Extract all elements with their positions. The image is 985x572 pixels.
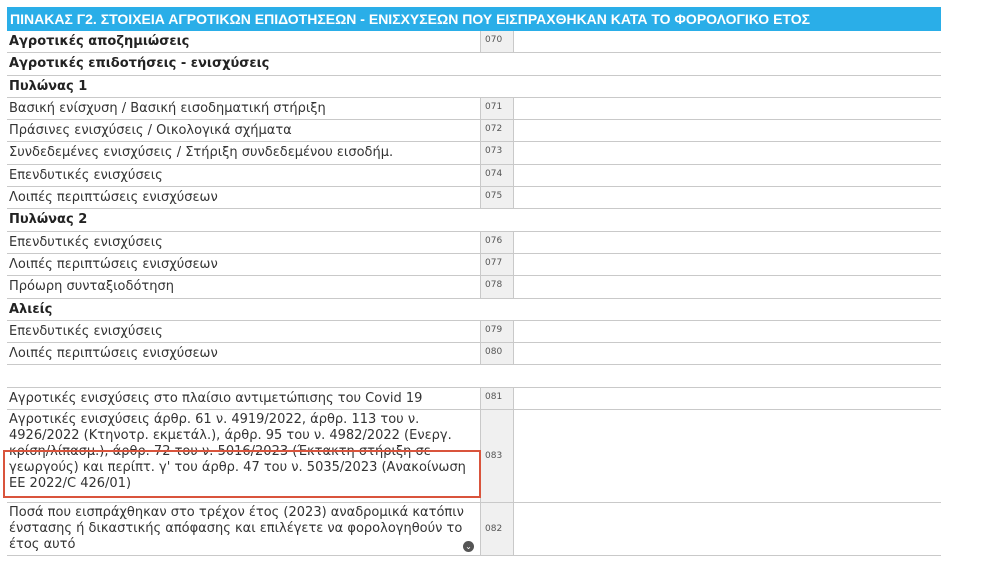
row-078 — [7, 276, 941, 298]
row-080 — [7, 343, 941, 365]
value-input-079[interactable] — [514, 321, 941, 342]
value-input-076[interactable] — [514, 232, 941, 253]
value-input-075[interactable] — [514, 187, 941, 208]
value-input-083[interactable] — [514, 410, 941, 502]
value-input-081[interactable] — [514, 388, 941, 409]
row-081 — [7, 388, 941, 410]
value-input-080[interactable] — [514, 343, 941, 364]
row-label — [7, 503, 481, 555]
value-input-078[interactable] — [514, 276, 941, 297]
row-071 — [7, 98, 941, 120]
table-title: ΠΙΝΑΚΑΣ Γ2. ΣΤΟΙΧΕΙΑ ΑΓΡΟΤΙΚΩΝ ΕΠΙΔΟΤΗΣΕΩΝ - ΕΝΙΣΧΥΣΕΩΝ ΠΟΥ ΕΙΣΠΡΑΧΘΗΚΑΝ ΚΑΤΑ ΤΟ ΦΟΡΟΛΟΓΙΚΟ ΕΤΟΣ — [7, 7, 941, 31]
row-label: Επενδυτικές ενισχύσεις — [7, 165, 481, 186]
row-label: Βασική ενίσχυση / Βασική εισοδηματική στήριξη — [7, 98, 481, 119]
row-070 — [7, 31, 941, 53]
row-code: 071 — [481, 98, 514, 119]
row-label: Αγροτικές αποζημιώσεις — [7, 31, 481, 52]
row-label-text: Ποσά που εισπράχθηκαν στο τρέχον έτος (2023) αναδρομικά κατόπιν ένστασης ή δικαστικής απόφασης και επιλέγετε να φορολογηθούν το έτος αυτό — [9, 505, 464, 553]
row-label: Λοιπές περιπτώσεις ενισχύσεων — [7, 343, 481, 364]
row-label: Λοιπές περιπτώσεις ενισχύσεων — [7, 187, 481, 208]
row-074 — [7, 165, 941, 187]
value-input-077[interactable] — [514, 254, 941, 275]
row-code: 083 — [481, 410, 514, 502]
row-code: 073 — [481, 142, 514, 163]
row-label: Συνδεδεμένες ενισχύσεις / Στήριξη συνδεδεμένου εισοδήμ. — [7, 142, 481, 163]
row-label: Επενδυτικές ενισχύσεις — [7, 232, 481, 253]
row-code: 080 — [481, 343, 514, 364]
section-label: Αγροτικές επιδοτήσεις - ενισχύσεις — [9, 56, 270, 72]
row-label: Πρόωρη συνταξιοδότηση — [7, 276, 481, 297]
blank-label — [7, 365, 941, 386]
value-input-082[interactable] — [514, 503, 941, 555]
section-label: Αλιείς — [9, 301, 53, 317]
row-code: 081 — [481, 388, 514, 409]
row-code: 074 — [481, 165, 514, 186]
section-label: Πυλώνας 2 — [9, 212, 88, 228]
row-083 — [7, 410, 941, 503]
section-label: Πυλώνας 1 — [9, 78, 88, 94]
row-code: 077 — [481, 254, 514, 275]
value-input-070[interactable] — [514, 31, 941, 52]
chevron-down-circle-icon[interactable]: ⌄ — [463, 541, 474, 552]
section-pillar-1 — [7, 76, 941, 98]
row-code: 082 — [481, 503, 514, 555]
value-input-072[interactable] — [514, 120, 941, 141]
row-077 — [7, 254, 941, 276]
row-label: Αγροτικές ενισχύσεις στο πλαίσιο αντιμετώπισης του Covid 19 — [7, 388, 481, 409]
row-code: 072 — [481, 120, 514, 141]
row-082 — [7, 503, 941, 556]
row-076 — [7, 232, 941, 254]
row-label: Αγροτικές ενισχύσεις άρθρ. 61 ν. 4919/2022, άρθρ. 113 του ν. 4926/2022 (Κτηνοτρ. εκμετάλ.), άρθρ. 95 του ν. 4982/2022 (Ενεργ. κρίση/λίπασμ.), άρθρ. 72 του ν. 5016/2023 (Έκτακτη στήριξη σε γεωργούς) και περίπτ. γ' του άρθρ. 47 του ν. 5035/2023 (Ανακοίνωση ΕΕ 2022/C 426/01) — [7, 410, 481, 502]
row-code: 076 — [481, 232, 514, 253]
row-label: Λοιπές περιπτώσεις ενισχύσεων — [7, 254, 481, 275]
row-label: Επενδυτικές ενισχύσεις — [7, 321, 481, 342]
row-079 — [7, 321, 941, 343]
agricultural-subsidies-table — [7, 7, 941, 556]
value-input-071[interactable] — [514, 98, 941, 119]
section-fishermen — [7, 299, 941, 321]
row-code: 078 — [481, 276, 514, 297]
row-code: 075 — [481, 187, 514, 208]
row-073 — [7, 142, 941, 164]
value-input-073[interactable] — [514, 142, 941, 163]
row-code: 079 — [481, 321, 514, 342]
row-072 — [7, 120, 941, 142]
row-label: Πράσινες ενισχύσεις / Οικολογικά σχήματα — [7, 120, 481, 141]
blank-row — [7, 365, 941, 387]
section-pillar-2 — [7, 209, 941, 231]
row-code: 070 — [481, 31, 514, 52]
value-input-074[interactable] — [514, 165, 941, 186]
section-subsidies — [7, 53, 941, 75]
row-075 — [7, 187, 941, 209]
